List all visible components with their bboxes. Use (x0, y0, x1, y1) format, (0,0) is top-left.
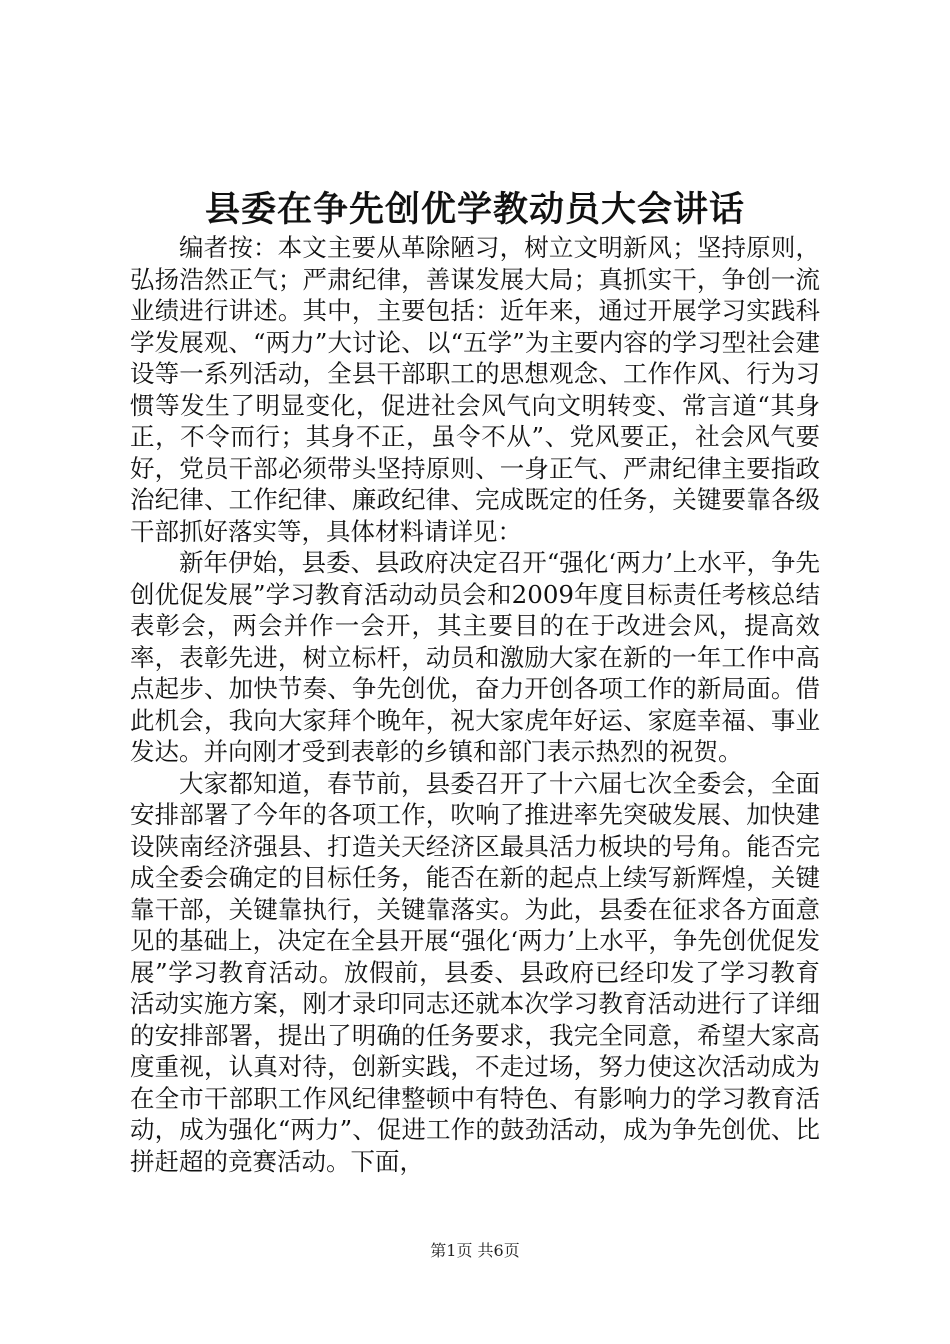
document-title: 县委在争先创优学教动员大会讲话 (204, 189, 745, 230)
page-number-footer: 第1页 共6页 (430, 1241, 520, 1260)
document-body (130, 232, 820, 1177)
paragraph-editor-note: 编者按：本文主要从革除陋习，树立文明新风；坚持原则，弘扬浩然正气；严肃纪律，善谋发展大局；真抓实干，争创一流业绩进行讲述。其中，主要包括：近年来，通过开展学习实践科学发展观、“两力”大讨论、以“五学”为主要内容的学习型社会建设等一系列活动，全县干部职工的思想观念、工作作风、行为习惯等发生了明显变化，促进社会风气向文明转变、常言道“其身正，不令而行；其身不正，虽令不从”、党风要正，社会风气要好，党员干部必须带头坚持原则、一身正气、严肃纪律主要指政治纪律、工作纪律、廉政纪律、完成既定的任务，关键要靠各级干部抓好落实等，具体材料请详见： (130, 233, 820, 546)
paragraph-new-year: 新年伊始，县委、县政府决定召开“强化‘两力’上水平，争先创优促发展”学习教育活动动员会和2009年度目标责任考核总结表彰会，两会并作一会开，其主要目的在于改进会风，提高效率，表彰先进，树立标杆，动员和激励大家在新的一年工作中高点起步、加快节奏、争先创优，奋力开创各项工作的新局面。借此机会，我向大家拜个晚年，祝大家虎年好运、家庭幸福、事业发达。并向刚才受到表彰的乡镇和部门表示热烈的祝贺。 (130, 548, 820, 766)
paragraph-campaign: 大家都知道，春节前，县委召开了十六届七次全委会，全面安排部署了今年的各项工作，吹响了推进率先突破发展、加快建设陕南经济强县、打造关天经济区最具活力板块的号角。能否完成全委会确定的目标任务，能否在新的起点上续写新辉煌，关键靠干部，关键靠执行，关键靠落实。为此，县委在征求各方面意见的基础上，决定在全县开展“强化‘两力’上水平，争先创优促发展”学习教育活动。放假前，县委、县政府已经印发了学习教育活动实施方案，刚才录印同志还就本次学习教育活动进行了详细的安排部署，提出了明确的任务要求，我完全同意，希望大家高度重视，认真对待，创新实践，不走过场，努力使这次活动成为在全市干部职工作风纪律整顿中有特色、有影响力的学习教育活动，成为强化“两力”、促进工作的鼓劲活动，成为争先创优、比拼赶超的竞赛活动。下面， (130, 768, 820, 1176)
